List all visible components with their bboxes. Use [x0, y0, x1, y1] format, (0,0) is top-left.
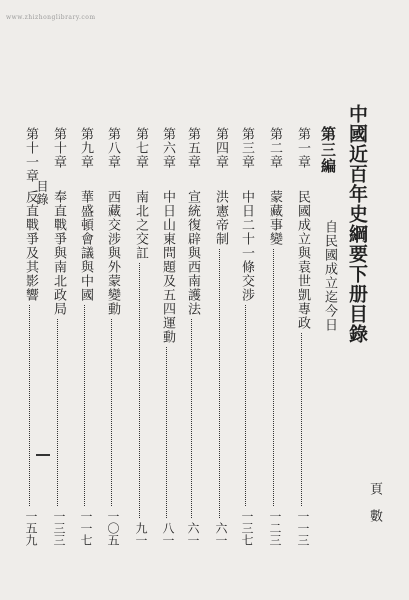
toc-entry[interactable] — [20, 0, 44, 600]
chapter-label: 第五章 — [185, 127, 200, 169]
dot-leader — [191, 319, 192, 518]
chapter-title: 南北之交訌 — [133, 190, 148, 260]
chapter-title: 中日山東問題及五四運動 — [160, 190, 175, 344]
toc-entry[interactable] — [236, 0, 260, 600]
part-label: 第三編 — [319, 126, 337, 174]
chapter-label: 第六章 — [160, 127, 175, 169]
chapter-page-number: 一三三 — [52, 510, 66, 546]
dot-leader — [84, 305, 85, 506]
chapter-label: 第一章 — [295, 127, 310, 169]
dot-leader — [57, 319, 58, 506]
chapter-label: 第七章 — [133, 127, 148, 169]
chapter-label: 第二章 — [267, 127, 282, 169]
dot-leader — [301, 333, 302, 506]
part-subtitle: 自民國成立迄今日 — [322, 220, 337, 332]
chapter-title: 奉直戰爭與南北政局 — [51, 190, 66, 316]
folio-label: 目錄 — [35, 180, 49, 206]
page-number-header: 頁數 — [367, 482, 382, 536]
chapter-label: 第八章 — [105, 127, 120, 169]
chapter-title: 洪憲帝制 — [213, 190, 228, 246]
dot-leader — [139, 263, 140, 518]
chapter-page-number: 一〇五 — [106, 510, 120, 546]
chapter-page-number: 六一 — [214, 522, 228, 546]
toc-entry[interactable] — [102, 0, 126, 600]
chapter-page-number: 一三七 — [240, 510, 254, 546]
chapter-title: 華盛頓會議與中國 — [78, 190, 93, 302]
chapter-label: 第四章 — [213, 127, 228, 169]
chapter-title: 西藏交涉與外蒙變動 — [105, 190, 120, 316]
folio-mark — [36, 454, 50, 456]
toc-entry[interactable] — [264, 0, 288, 600]
chapter-title: 中日二十一條交涉 — [239, 190, 254, 302]
toc-entry[interactable] — [48, 0, 72, 600]
chapter-title: 反直戰爭及其影響 — [23, 190, 38, 302]
chapter-title: 宣統復辟與西南護法 — [185, 190, 200, 316]
chapter-label: 第九章 — [78, 127, 93, 169]
chapter-label: 第十章 — [51, 127, 66, 169]
chapter-page-number: 一二三 — [268, 510, 282, 546]
dot-leader — [166, 347, 167, 518]
dot-leader — [29, 305, 30, 506]
dot-leader — [111, 319, 112, 506]
dot-leader — [273, 249, 274, 506]
chapter-page-number: 一一七 — [79, 510, 93, 546]
chapter-title: 蒙藏事變 — [267, 190, 282, 246]
toc-entry[interactable] — [75, 0, 99, 600]
toc-entry[interactable] — [130, 0, 154, 600]
chapter-page-number: 八一 — [161, 522, 175, 546]
watermark-url: www.zhizhonglibrary.com — [6, 14, 96, 21]
dot-leader — [245, 305, 246, 506]
toc-entry[interactable] — [210, 0, 234, 600]
toc-entry[interactable] — [157, 0, 181, 600]
chapter-label: 第三章 — [239, 127, 254, 169]
chapter-title: 民國成立與袁世凱專政 — [295, 190, 310, 330]
chapter-page-number: 一五九 — [24, 510, 38, 546]
chapter-page-number: 九一 — [134, 522, 148, 546]
page-title: 中國近百年史綱要下册目錄 — [346, 104, 368, 344]
chapter-label: 第十一章 — [23, 127, 38, 183]
toc-entry[interactable] — [182, 0, 206, 600]
toc-entry[interactable] — [292, 0, 316, 600]
dot-leader — [219, 249, 220, 518]
chapter-page-number: 六一 — [186, 522, 200, 546]
chapter-page-number: 一一三 — [296, 510, 310, 546]
